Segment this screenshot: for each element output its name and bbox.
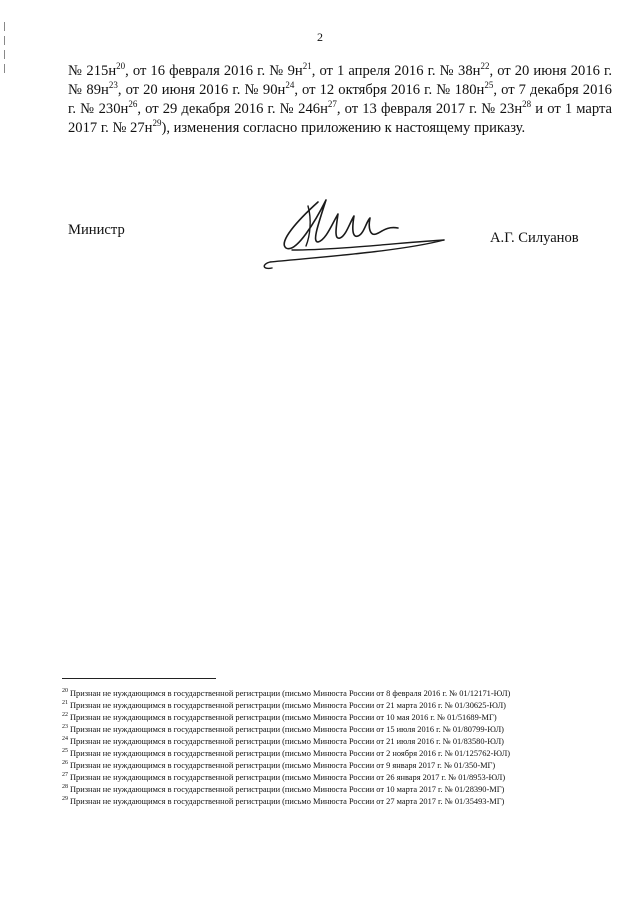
footnote-item xyxy=(62,784,622,796)
handwritten-signature xyxy=(248,180,448,280)
footnote-number: 29 xyxy=(62,796,68,802)
footnotes-list xyxy=(62,688,622,808)
body-text-segment: , от 29 декабря 2016 г. № 246н xyxy=(137,101,328,117)
footnote-ref: 27 xyxy=(327,99,337,109)
signatory-title: Министр xyxy=(68,222,125,238)
body-text-segment: № 215н xyxy=(68,63,117,79)
signatory-name: А.Г. Силуанов xyxy=(490,230,579,246)
footnote-number: 26 xyxy=(62,760,68,766)
body-text-segment: , от 20 июня 2016 г. № 90н xyxy=(117,82,286,98)
footnote-number: 28 xyxy=(62,784,68,790)
footnote-item xyxy=(62,712,622,724)
footnote-number: 20 xyxy=(62,688,68,694)
footnote-number: 24 xyxy=(62,736,68,742)
footnote-number: 25 xyxy=(62,748,68,754)
footnote-ref: 21 xyxy=(302,61,312,71)
body-text-segment: , от 20 июня 2016 г. № 89н xyxy=(68,63,612,98)
footnote-text: Признан не нуждающимся в государственной регистрации (письмо Минюста России от 21 июля 2016 г. № 01/83580-ЮЛ) xyxy=(70,737,504,746)
footnote-text: Признан не нуждающимся в государственной регистрации (письмо Минюста России от 21 марта 2016 г. № 01/30625-ЮЛ) xyxy=(70,701,506,710)
footnote-item xyxy=(62,760,622,772)
footnote-text: Признан не нуждающимся в государственной регистрации (письмо Минюста России от 8 февраля 2016 г. № 01/12171-ЮЛ) xyxy=(70,689,511,698)
footnote-item xyxy=(62,700,622,712)
body-text-segment: , от 12 октября 2016 г. № 180н xyxy=(294,82,485,98)
footnote-item xyxy=(62,736,622,748)
footnote-number: 23 xyxy=(62,724,68,730)
body-text-segment: , от 1 апреля 2016 г. № 38н xyxy=(311,63,481,79)
footnote-item xyxy=(62,724,622,736)
footnote-item xyxy=(62,772,622,784)
body-text-segment: ), изменения согласно приложению к настоящему приказу. xyxy=(161,120,526,136)
footnote-separator xyxy=(62,678,216,679)
body-text-segment: , от 7 декабря 2016 г. № 230н xyxy=(68,82,612,117)
footnote-ref: 22 xyxy=(480,61,490,71)
footnote-ref: 29 xyxy=(152,118,162,128)
footnote-text: Признан не нуждающимся в государственной регистрации (письмо Минюста России от 26 января 2017 г. № 01/8953-ЮЛ) xyxy=(70,773,506,782)
footnote-item xyxy=(62,688,622,700)
body-paragraph xyxy=(68,62,612,138)
footnote-ref: 25 xyxy=(484,80,494,90)
footnote-text: Признан не нуждающимся в государственной регистрации (письмо Минюста России от 10 мая 2016 г. № 01/51689-МГ) xyxy=(70,713,497,722)
footnote-ref: 26 xyxy=(128,99,138,109)
footnote-text: Признан не нуждающимся в государственной регистрации (письмо Минюста России от 9 января 2017 г. № 01/350-МГ) xyxy=(70,761,496,770)
footnote-text: Признан не нуждающимся в государственной регистрации (письмо Минюста России от 10 марта 2017 г. № 01/28390-МГ) xyxy=(70,785,505,794)
body-text-segment: , от 13 февраля 2017 г. № 23н xyxy=(336,101,523,117)
footnote-ref: 28 xyxy=(522,99,532,109)
footnote-ref: 23 xyxy=(108,80,118,90)
footnote-ref: 20 xyxy=(116,61,126,71)
footnote-number: 27 xyxy=(62,772,68,778)
page-number: 2 xyxy=(317,30,323,44)
footnote-number: 21 xyxy=(62,700,68,706)
body-text-segment: , от 16 февраля 2016 г. № 9н xyxy=(125,63,303,79)
body-text-segment: и от 1 марта 2017 г. № 27н xyxy=(68,101,612,136)
footnote-text: Признан не нуждающимся в государственной регистрации (письмо Минюста России от 15 июля 2016 г. № 01/80799-ЮЛ) xyxy=(70,725,504,734)
footnote-text: Признан не нуждающимся в государственной регистрации (письмо Минюста России от 2 ноября 2016 г. № 01/125762-ЮЛ) xyxy=(70,749,511,758)
footnote-item xyxy=(62,796,622,808)
footnote-item xyxy=(62,748,622,760)
footnote-ref: 24 xyxy=(285,80,295,90)
footnote-text: Признан не нуждающимся в государственной регистрации (письмо Минюста России от 27 марта 2017 г. № 01/35493-МГ) xyxy=(70,797,505,806)
footnote-number: 22 xyxy=(62,712,68,718)
